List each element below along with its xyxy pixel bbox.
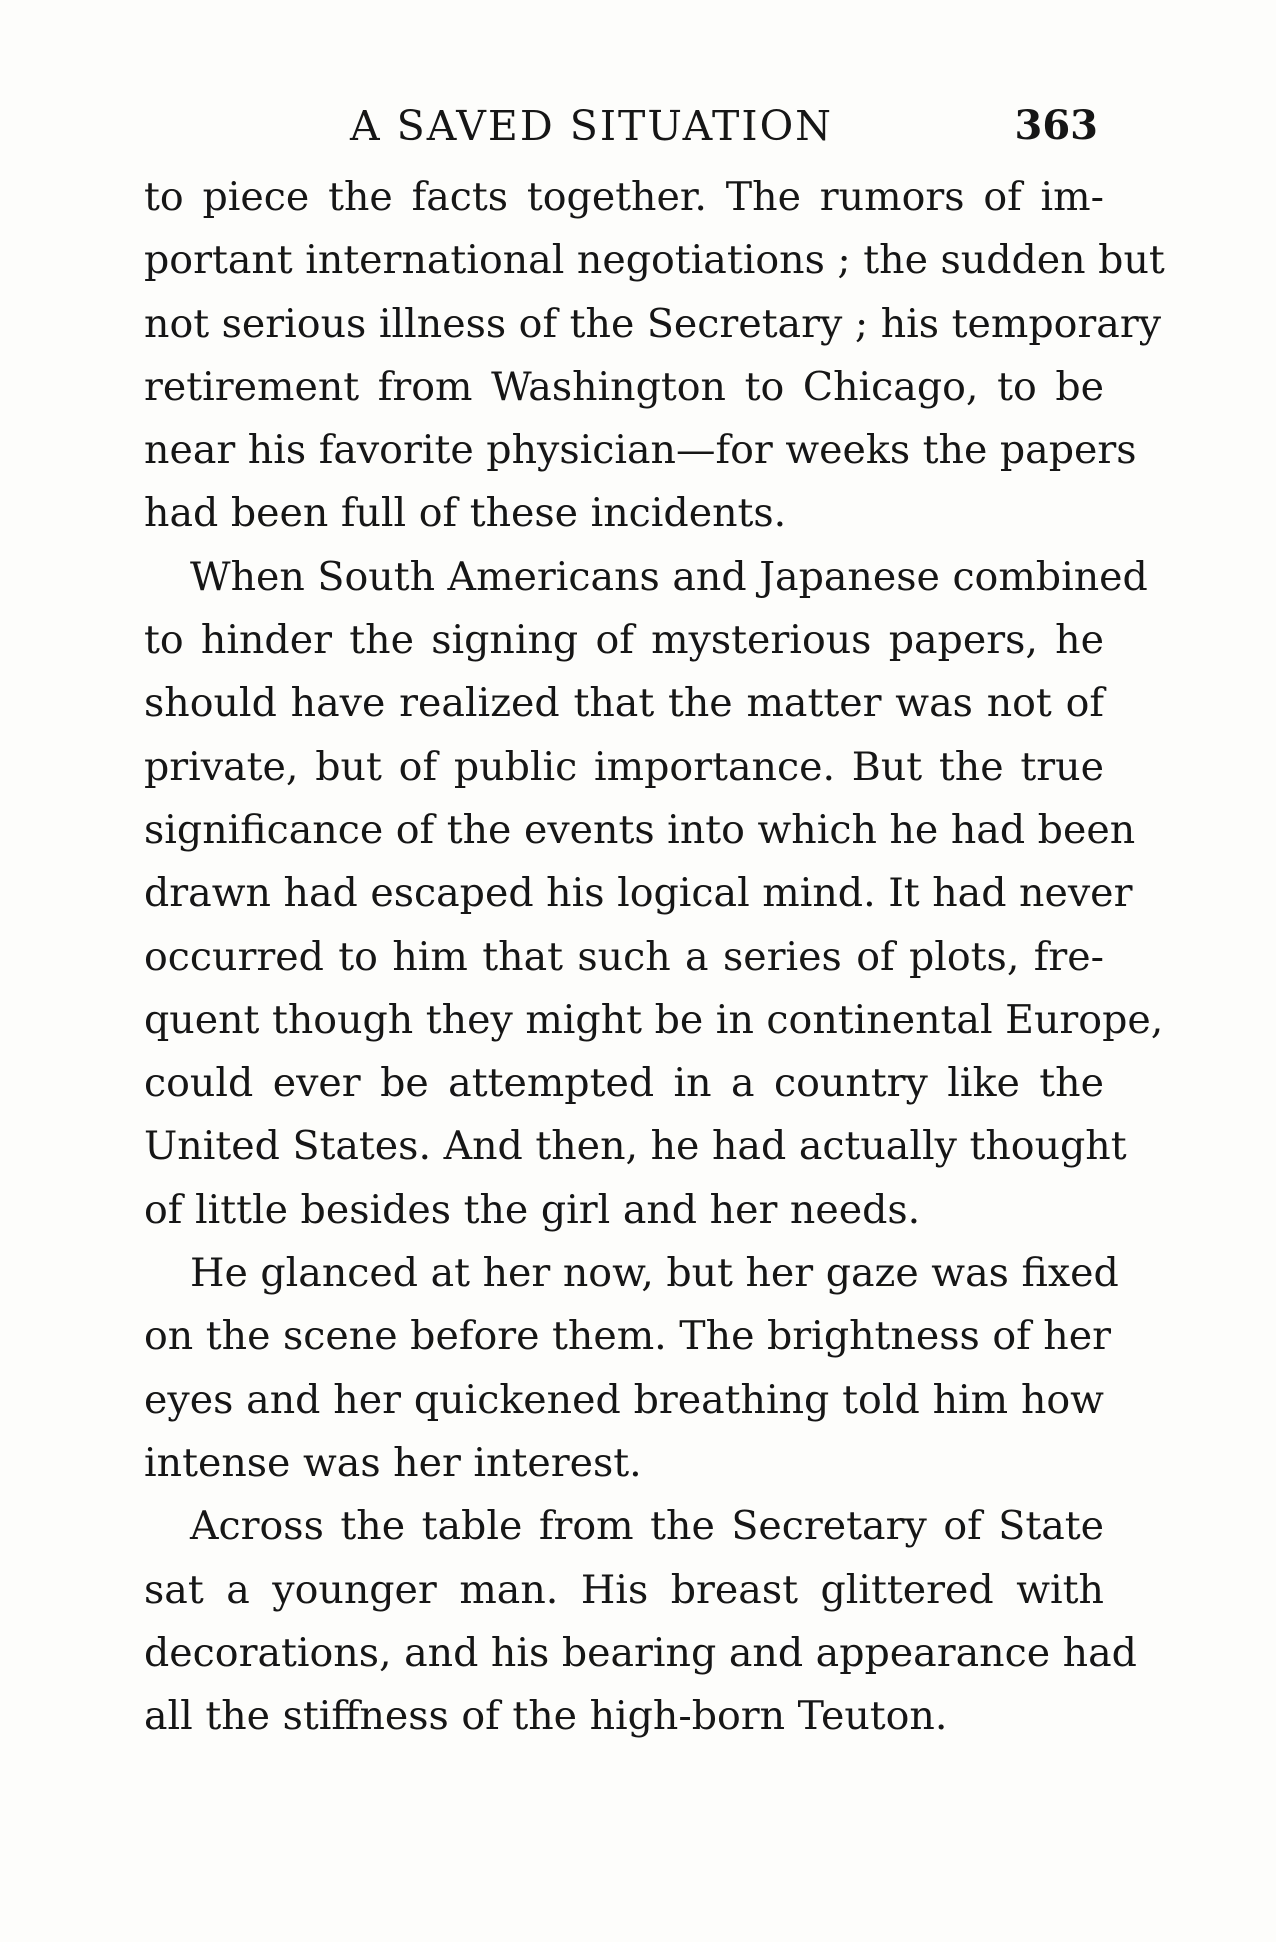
paragraph-4 — [144, 1495, 1137, 1748]
text-line: eyes and her quickened breathing told him how — [144, 1376, 1104, 1423]
paragraph-3 — [144, 1242, 1119, 1495]
running-title: A SAVED SITUATION — [350, 102, 834, 150]
text-line: had been full of these incidents. — [144, 490, 787, 537]
text-line: to piece the facts together. The rumors of im- — [144, 174, 1104, 220]
text-line: intense was her interest. — [144, 1439, 642, 1486]
running-header — [144, 96, 1104, 156]
text-line: should have realized that the matter was not of — [144, 680, 1104, 727]
text-line: could ever be attempted in a country like the — [144, 1060, 1104, 1107]
text-line: drawn had escaped his logical mind. It had never — [144, 870, 1133, 917]
paragraph-2 — [144, 546, 1164, 1242]
text-line: quent though they might be in continental Europe, — [144, 996, 1164, 1043]
text-line: on the scene before them. The brightness of her — [144, 1313, 1111, 1360]
text-line: significance of the events into which he had been — [144, 806, 1136, 853]
text-line: Across the table from the Secretary of State — [190, 1503, 1104, 1550]
text-line: near his favorite physician—for weeks the papers — [144, 427, 1137, 474]
text-line: to hinder the signing of mysterious papers, he — [144, 617, 1104, 664]
text-line: sat a younger man. His breast glittered with — [144, 1566, 1104, 1613]
body-text — [144, 166, 1165, 1748]
text-line: not serious illness of the Secretary ; his temporary — [144, 300, 1162, 347]
text-line: portant international negotiations ; the sudden but — [144, 237, 1165, 284]
page-number: 363 — [1014, 102, 1098, 149]
paragraph-1 — [144, 166, 1165, 546]
text-line: United States. And then, he had actually thought — [144, 1123, 1127, 1170]
text-line: When South Americans and Japanese combined — [190, 553, 1148, 600]
text-line: private, but of public importance. But the true — [144, 743, 1104, 790]
text-line: occurred to him that such a series of plots, fre- — [144, 933, 1104, 980]
text-line: He glanced at her now, but her gaze was fixed — [190, 1250, 1119, 1297]
text-line: of little besides the girl and her needs. — [144, 1186, 921, 1233]
text-line: all the stiffness of the high-born Teuton. — [144, 1693, 948, 1740]
text-line: decorations, and his bearing and appearance had — [144, 1629, 1137, 1676]
text-line: retirement from Washington to Chicago, to be — [144, 363, 1104, 410]
